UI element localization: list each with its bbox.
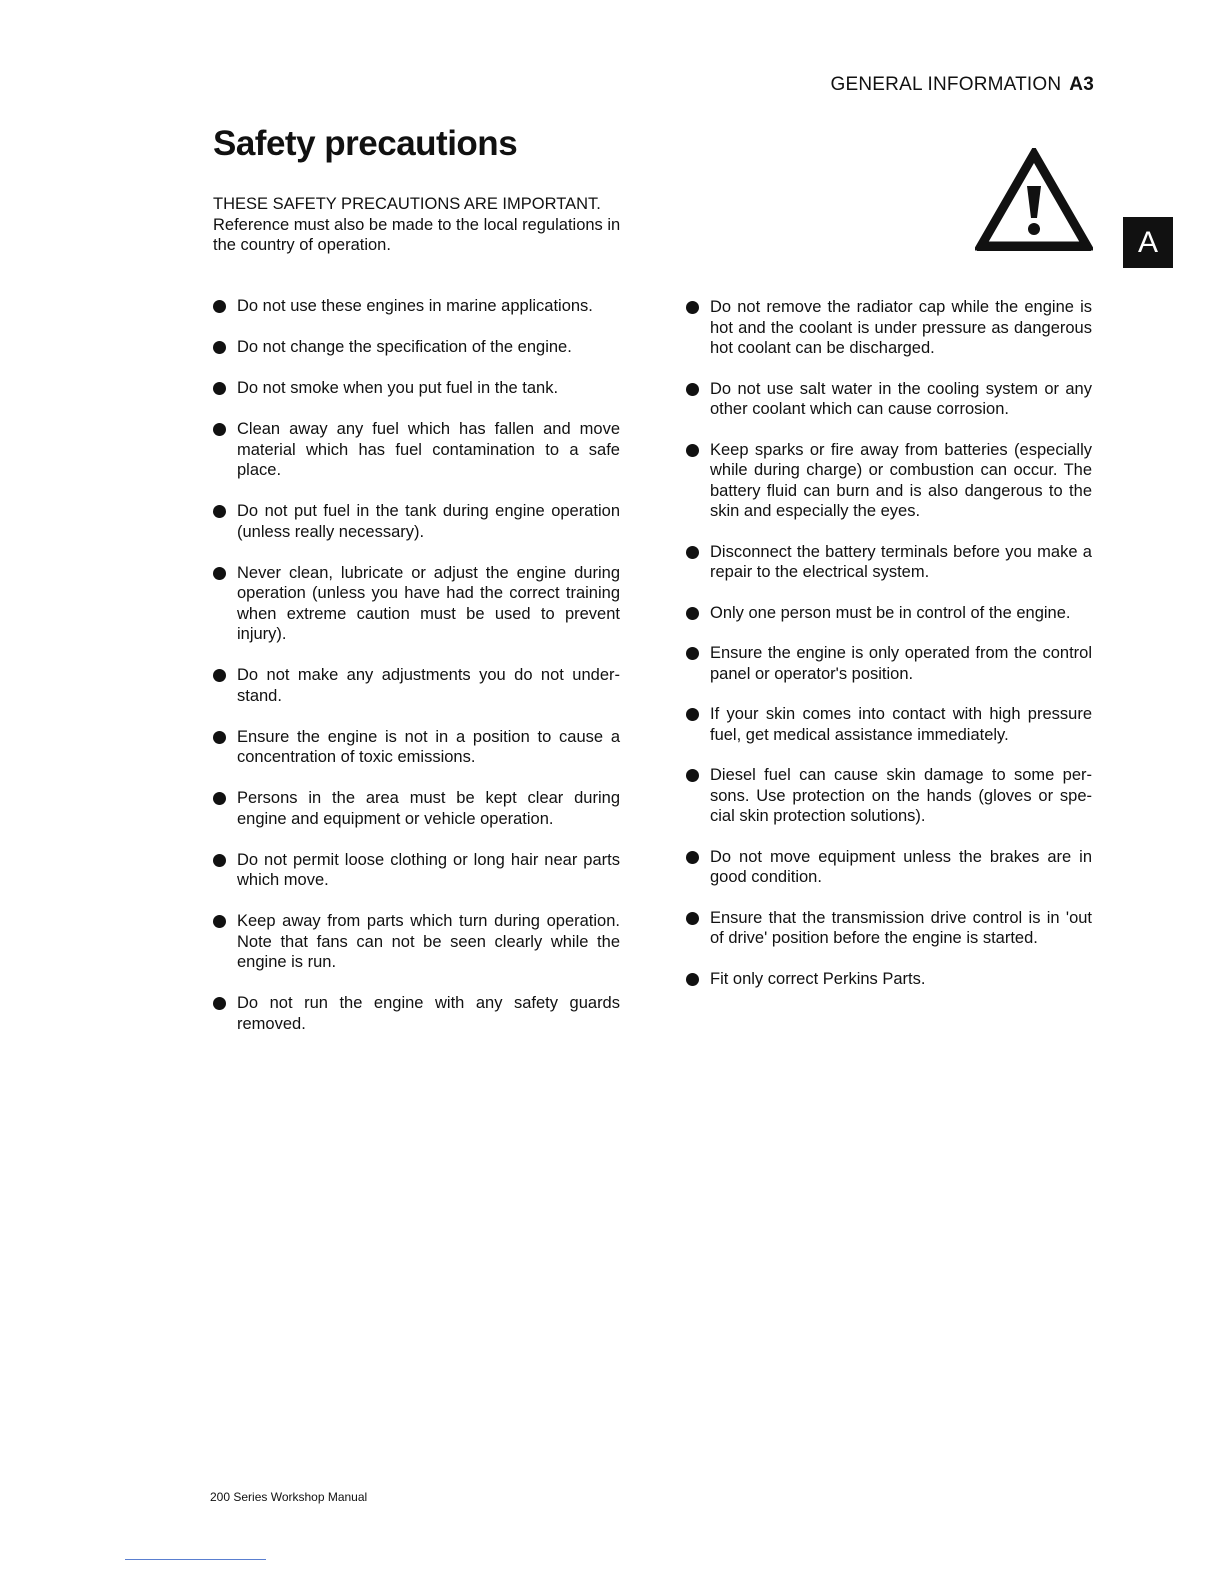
precaution-item: Do not permit loose clothing or long hair near parts which move. xyxy=(213,850,620,891)
running-header xyxy=(831,74,1094,96)
precaution-item: Do not make any adjustments you do not under-stand. xyxy=(213,665,620,706)
bottom-rule xyxy=(125,1559,266,1560)
precaution-item: Do not run the engine with any safety guards removed. xyxy=(213,993,620,1034)
footer-manual-title: 200 Series Workshop Manual xyxy=(210,1490,368,1504)
precaution-item: Do not use these engines in marine applications. xyxy=(213,296,620,317)
section-tab: A xyxy=(1123,217,1173,268)
precaution-item: Diesel fuel can cause skin damage to some per-sons. Use protection on the hands (gloves or spe-cial skin protection solutions). xyxy=(686,765,1092,827)
precaution-item: Do not put fuel in the tank during engine operation (unless really necessary). xyxy=(213,501,620,542)
precaution-item: Ensure the engine is not in a position to cause a concentration of toxic emissions. xyxy=(213,727,620,768)
precaution-item: Ensure that the transmission drive control is in 'out of drive' position before the engine is started. xyxy=(686,908,1092,949)
intro-line-regulations: Reference must also be made to the local regulations in the country of operation. xyxy=(213,215,621,254)
section-name: GENERAL INFORMATION xyxy=(830,74,1062,95)
precaution-item: Disconnect the battery terminals before you make a repair to the electrical system. xyxy=(686,542,1092,583)
left-precautions-list xyxy=(213,296,620,1055)
precaution-item: Do not remove the radiator cap while the engine is hot and the coolant is under pressure as dangerous hot coolant can be discharged. xyxy=(686,297,1092,359)
precaution-item: Clean away any fuel which has fallen and move material which has fuel contamination to a safe place. xyxy=(213,419,620,481)
right-precautions-list xyxy=(686,297,1092,1009)
precaution-item: Ensure the engine is only operated from the control panel or operator's position. xyxy=(686,643,1092,684)
intro-text xyxy=(213,194,633,256)
precaution-item: Do not move equipment unless the brakes are in good condition. xyxy=(686,847,1092,888)
precaution-item: Do not use salt water in the cooling system or any other coolant which can cause corrosion. xyxy=(686,379,1092,420)
page-number: A3 xyxy=(1069,74,1094,95)
precaution-item: Persons in the area must be kept clear during engine and equipment or vehicle operation. xyxy=(213,788,620,829)
precaution-item: If your skin comes into contact with high pressure fuel, get medical assistance immediately. xyxy=(686,704,1092,745)
page-title: Safety precautions xyxy=(213,124,518,163)
precaution-item: Keep sparks or fire away from batteries (especially while during charge) or combustion can occur. The battery fluid can burn and is also dangerous to the skin and especially the eyes. xyxy=(686,440,1092,522)
intro-line-important: THESE SAFETY PRECAUTIONS ARE IMPORTANT. xyxy=(213,195,601,213)
warning-triangle-icon xyxy=(975,148,1093,254)
precaution-item: Only one person must be in control of the engine. xyxy=(686,603,1092,624)
precaution-item: Do not change the specification of the engine. xyxy=(213,337,620,358)
precaution-item: Fit only correct Perkins Parts. xyxy=(686,969,1092,990)
precaution-item: Do not smoke when you put fuel in the tank. xyxy=(213,378,620,399)
precaution-item: Keep away from parts which turn during operation. Note that fans can not be seen clearly while the engine is run. xyxy=(213,911,620,973)
precaution-item: Never clean, lubricate or adjust the engine during operation (unless you have had the correct training when extreme caution must be used to prevent injury). xyxy=(213,563,620,645)
